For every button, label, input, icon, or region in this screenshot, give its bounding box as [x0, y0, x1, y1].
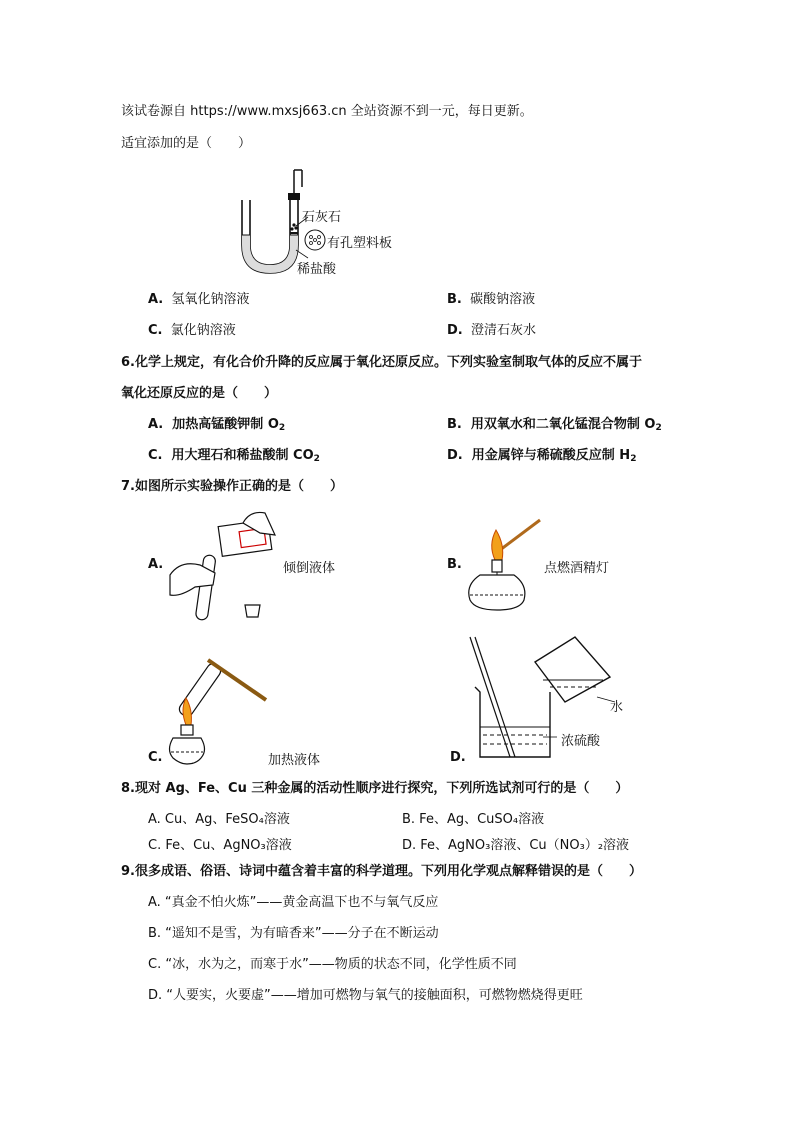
q5-option-b[interactable]: B. 碳酸钠溶液 — [447, 292, 536, 307]
q8-option-d[interactable]: D. Fe、AgNO₃溶液、Cu（NO₃）₂溶液 — [402, 838, 630, 853]
q6-option-b[interactable]: B. 用双氧水和二氧化锰混合物制 $O_2$ — [447, 417, 662, 433]
label-limestone: 石灰石 — [302, 210, 342, 225]
q5-option-c[interactable]: C. 氯化钠溶液 — [148, 323, 236, 338]
q7-stem: 7.如图所示实验操作正确的是（ ） — [121, 479, 343, 494]
q7-caption-c: 加热液体 — [268, 753, 321, 768]
q6-stem-line1: 6.化学上规定，有化合价升降的反应属于氧化还原反应。下列实验室制取气体的反应不属于 — [121, 355, 642, 370]
pouring-liquid-figure — [165, 505, 290, 625]
q9-option-b[interactable]: B. “遥知不是雪，为有暗香来”——分子在不断运动 — [148, 926, 439, 941]
q7-caption-a: 倾倒液体 — [283, 561, 336, 576]
label-plate: 有孔塑料板 — [327, 236, 393, 251]
q6-option-c[interactable]: C. 用大理石和稀盐酸制 $CO_2$ — [148, 448, 320, 464]
label-water: 水 — [610, 700, 624, 715]
q8-option-b[interactable]: B. Fe、Ag、CuSO₄溶液 — [402, 812, 545, 827]
q7-letter-c[interactable]: C. — [148, 750, 163, 765]
q9-stem: 9.很多成语、俗语、诗词中蕴含着丰富的科学道理。下列用化学观点解释错误的是（ ） — [121, 864, 642, 879]
q6-stem-line2: 氧化还原反应的是（ ） — [121, 386, 278, 401]
label-acid: 稀盐酸 — [297, 262, 337, 277]
q9-option-d[interactable]: D. “人要实，火要虚”——增加可燃物与氧气的接触面积，可燃物燃烧得更旺 — [148, 988, 583, 1003]
q7-letter-d[interactable]: D. — [450, 750, 466, 765]
label-conc-acid: 浓硫酸 — [561, 734, 601, 749]
q7-caption-b: 点燃酒精灯 — [544, 561, 610, 576]
lighting-lamp-figure — [460, 515, 550, 615]
q7-letter-a[interactable]: A. — [148, 557, 164, 572]
q9-option-c[interactable]: C. “冰，水为之，而寒于水”——物质的状态不同，化学性质不同 — [148, 957, 517, 972]
q7-letter-b[interactable]: B. — [447, 557, 462, 572]
q5-option-d[interactable]: D. 澄清石灰水 — [447, 323, 537, 338]
q8-option-a[interactable]: A. Cu、Ag、FeSO₄溶液 — [148, 812, 290, 827]
heating-liquid-figure — [168, 640, 278, 770]
q5-option-a[interactable]: A. 氢氧化钠溶液 — [148, 292, 250, 307]
q6-option-d[interactable]: D. 用金属锌与稀硫酸反应制 $H_2$ — [447, 448, 637, 464]
q9-option-a[interactable]: A. “真金不怕火炼”——黄金高温下也不与氧气反应 — [148, 895, 439, 910]
q6-option-a[interactable]: A. 加热高锰酸钾制 $O_2$ — [148, 417, 286, 433]
q5-stem: 适宜添加的是（ ） — [121, 136, 252, 151]
source-line: 该试卷源自 https://www.mxsj663.cn 全站资源不到一元，每日更新。 — [121, 104, 533, 119]
diluting-acid-figure — [465, 632, 625, 762]
q8-option-c[interactable]: C. Fe、Cu、AgNO₃溶液 — [148, 838, 292, 853]
q8-stem: 8.现对 Ag、Fe、Cu 三种金属的活动性顺序进行探究，下列所选试剂可行的是（ ） — [121, 781, 629, 796]
